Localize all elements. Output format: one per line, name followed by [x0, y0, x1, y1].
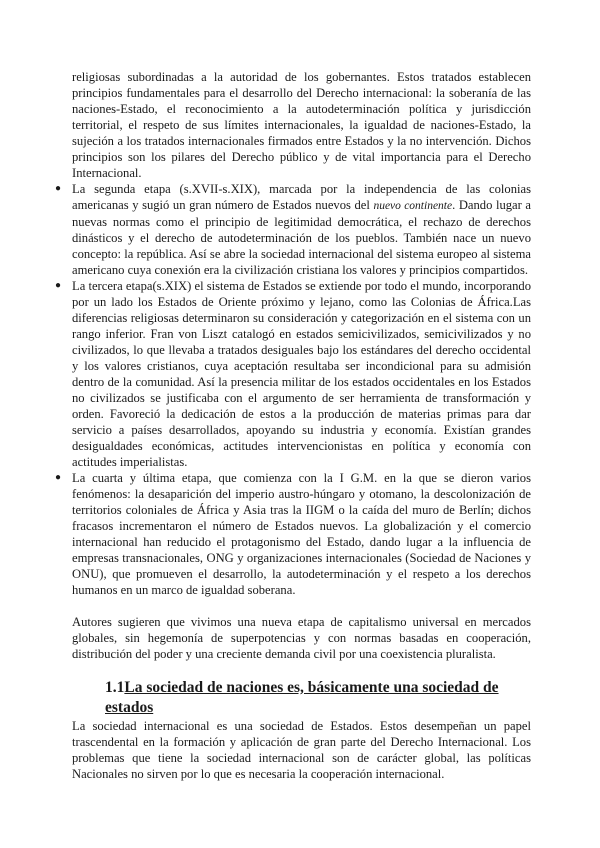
- bullet-icon: ●: [55, 472, 62, 483]
- list-item: [55, 278, 531, 470]
- section-number: 1.1: [105, 679, 125, 696]
- list-item-text: La tercera etapa(s.XIX) el sistema de Estados se extiende por todo el mundo, incorporando por un lado los Estados de Oriente próximo y lejano, como las Colonias de África.Las diferencias religiosas determinaron su consideración y categorización en el sistema con un rango inferior. Fran von Liszt catalogó en estados semicivilizados, semicivilizados y no civilizados, lo que llevaba a tratados desiguales bajo los estándares del derecho occidental y los valores cristianos, cuya aceptación resultaba ser incondicional para su admisión dentro de la comunidad. Así la presencia militar de los estados occidentales en los Estados no civilizados se justificaba con el argumento de ser herramienta de transformación y orden. Favoreció la dedicación de estos a la producción de materias primas para dar servicio a países desarrollados, apoyando su industria y economía. Existían grandes desigualdades económicas, actitudes intervencionistas en política y economía con actitudes imperialistas.: [72, 279, 531, 469]
- bullet-icon: ●: [55, 280, 62, 291]
- bullet-icon: ●: [55, 183, 62, 194]
- list-item: [55, 181, 531, 278]
- list-item-text: La cuarta y última etapa, que comienza con la I G.M. en la que se dieron varios fenómenos: la desaparición del imperio austro-húngaro y otomano, la descolonización de territorios coloniales de África y Asia tras la IIGM o la caída del muro de Berlín; dichos fracasos incrementaron el número de Estados nuevos. La globalización y el comercio internacional han reducido el protagonismo del Estado, dando lugar a la influencia de empresas transnacionales, ONG y organizaciones internacionales (Sociedad de Naciones y ONU), que promueven el desarrollo, la autodeterminación y el respeto a los derechos humanos en un marco de igualdad soberana.: [72, 471, 531, 597]
- document-page: [55, 69, 531, 782]
- section-title: La sociedad de naciones es, básicamente una sociedad de estados: [105, 679, 499, 716]
- authors-paragraph: Autores sugieren que vivimos una nueva etapa de capitalismo universal en mercados globales, sin hegemonía de superpotencias y con normas basadas en cooperación, distribución del poder y una creciente demanda civil por una coexistencia pluralista.: [72, 615, 531, 661]
- text-segment: . Dando lugar a nuevas normas como el principio de legitimidad democrática, el rechazo de derechos dinásticos y el derecho de autodeterminación de los pueblos. También nace un nuevo concepto: la república. Así se abre la sociedad internacional del sistema europeo al sistema americano cuya conexión era la civilización cristiana los valores y principios compartidos.: [72, 198, 531, 277]
- list-item-text: [72, 181, 531, 278]
- italic-term: nuevo continente: [373, 200, 453, 212]
- section-body-paragraph: La sociedad internacional es una sociedad de Estados. Estos desempeñan un papel trascendental en la formación y aplicación de gran parte del Derecho Internacional. Los problemas que tiene la sociedad internacional son de carácter global, las políticas Nacionales no sirven por lo que es necesaria la cooperación internacional.: [72, 719, 531, 781]
- list-item: [55, 470, 531, 598]
- stages-list: [55, 181, 531, 598]
- text-segment: La segunda etapa (s.XVII-s.XIX), marcada por la independencia de las colonias americanas y sugió un gran número de Estados nuevos del: [72, 182, 531, 212]
- section-heading: [72, 678, 531, 718]
- intro-continuation-paragraph: religiosas subordinadas a la autoridad de los gobernantes. Estos tratados establecen principios fundamentales para el desarrollo del Derecho internacional: la soberanía de las naciones-Estado, el reconocimiento a la autodeterminación política y jurisdicción territorial, el respeto de sus límites internacionales, la igualdad de naciones-Estado, la sujeción a los tratados internacionales firmados entre Estados y la no intervención. Dichos principios son los pilares del Derecho público y de vital importancia para el Derecho Internacional.: [72, 70, 531, 180]
